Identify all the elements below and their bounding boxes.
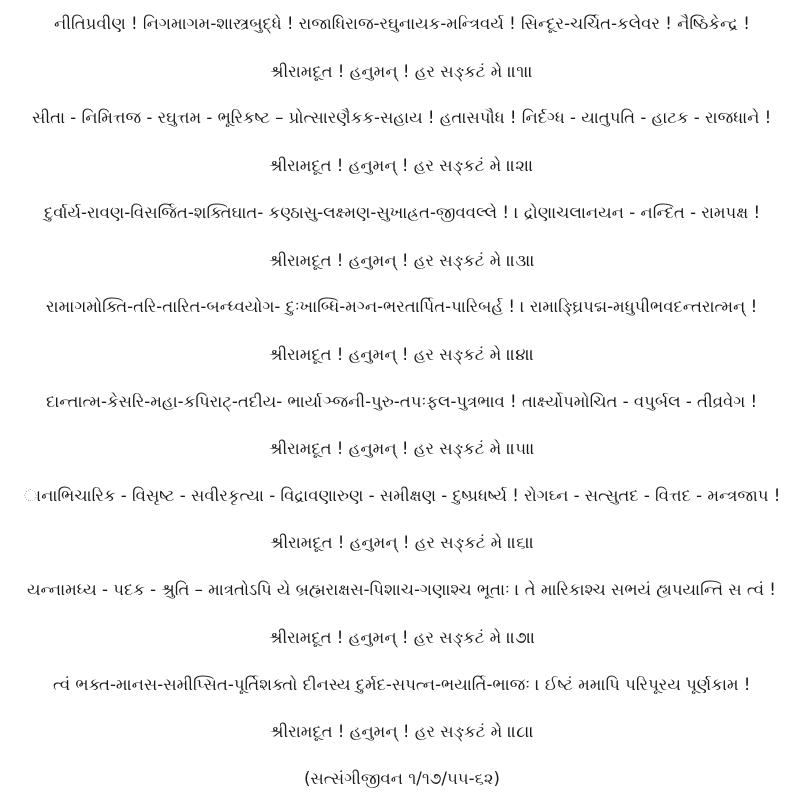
verse-line-3: દુર્વાર્ય-રાવણ-વિસર્જિત-શક્તિઘાત- કણ્ઠાસુ-લક્ષ્મણ-સુખાહ્રત-જીવવલ્લે ! । દ્રોણાચલાનયન - નન્દિત - રામપક્ષ ! <box>44 203 761 222</box>
verse-line-7: યન્નામધ્ય - પદક - શ્રુતિ – માત્રતોઽપિ યે બ્રહ્મરાક્ષસ-પિશાચ-ગણાશ્ચ ભૂતાઃ । તે મારિકાશ્ચ સભયં હ્યપયાન્તિ સ ત્વં ! <box>27 580 776 599</box>
refrain-line-6: શ્રીરામદૂત ! હનુમન્ ! હર સઙ્કટં મે ॥૬॥ <box>270 533 535 552</box>
refrain-line-5: શ્રીરામદૂત ! હનુમન્ ! હર સઙ્કટં મે ॥૫॥ <box>269 439 535 458</box>
refrain-line-2: શ્રીરામદૂત ! હનુમન્ ! હર સઙ્કટં મે ॥૨॥ <box>269 156 534 175</box>
verse-line-8: ત્વં ભક્ત-માનસ-સમીપ્સિત-પૂર્તિશક્તો દીનસ્ય દુર્મદ-સપત્ન-ભયાર્તિ-ભાજઃ । ઈષ્ટં મમાપિ પરિપૂરય પૂર્ણકામ ! <box>53 675 751 694</box>
verse-line-5: દાન્તાત્મ-કેસરિ-મહા-કપિરાટ્-તદીય- ભાર્યાઞ્જની-પુરુ-તપઃફલ-પુત્રભાવ ! તાર્ક્ષ્યોપમોચિત - વપુર્બલ - તીવ્રવેગ ! <box>46 392 758 411</box>
refrain-line-7: શ્રીરામદૂત ! હનુમન્ ! હર સઙ્કટં મે ॥૭॥ <box>269 628 536 647</box>
refrain-line-4: શ્રીરામદૂત ! હનુમન્ ! હર સઙ્કટં મે ॥૪॥ <box>269 345 535 364</box>
verse-line-1: નીતિપ્રવીણ ! નિગમાગમ-શાસ્ત્રબુદ્ધે ! રાજાધિરાજ-રઘુનાયક-મન્ત્રિવર્ય ! સિન્દૂર-ચર્ચિત-કલેવર ! નૈષ્ઠિકેન્દ્ર ! <box>54 14 750 33</box>
source-citation: (સત્સંગીજીવન ૧/૧૭/૫૫-૬૨) <box>304 769 500 788</box>
refrain-line-8: શ્રીરામદૂત ! હનુમન્ ! હર સઙ્કટં મે ॥૮॥ <box>270 722 535 741</box>
verse-line-2: સીતા - નિમિત્તજ - રઘુત્તમ - ભૂરિકષ્ટ – પ્રોત્સારણૈકક-સહાય ! હતાસપૌધ ! નિર્દગ્ધ - યાતુપતિ - હાટક - રાજધાને ! <box>32 108 772 127</box>
refrain-line-1: શ્રીરામદૂત ! હનુમન્ ! હર સઙ્કટં મે ॥૧॥ <box>270 62 534 81</box>
verse-line-6: ાનાભિચારિક - વિસૃષ્ટ - સવીરકૃત્યા - વિદ્રાવણારુણ - સમીક્ષણ - દુષ્પ્રધર્ષ્ય ! રોગઘ્ન - સત્સુતદ - વિત્તદ - મન્ત્રજાપ ! <box>24 486 781 505</box>
refrain-line-3: શ્રીરામદૂત ! હનુમન્ ! હર સઙ્કટં મે ॥૩॥ <box>269 251 535 270</box>
verse-line-4: રામાગમોક્તિ-તરિ-તારિત-બન્ધ્વયોગ- દુઃખાબ્ધિ-મગ્ન-ભરતાર્પિત-પારિબર્હ ! । રામાઙ્ઘ્રિપદ્મ-મધુપીભવદન્તરાત્મન્ ! <box>46 297 758 316</box>
